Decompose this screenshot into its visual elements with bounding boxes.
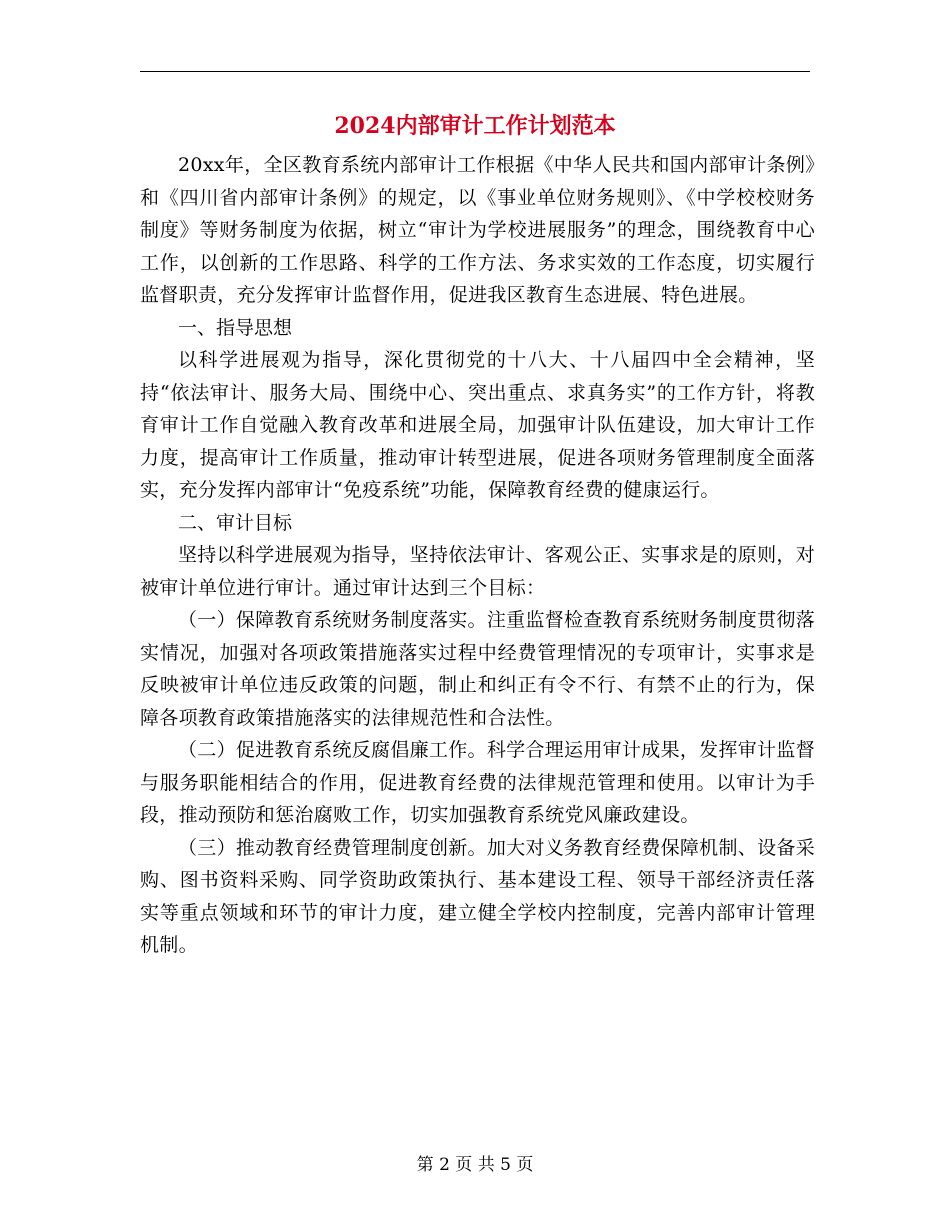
section-heading-audit-goals: 二、审计目标 bbox=[178, 511, 293, 534]
goal-three-paragraph: （三）推动教育经费管理制度创新。加大对义务教育经费保障机制、设备采购、图书资料采购、同学资助政策执行、基本建设工程、领导干部经济责任落实等重点领域和环节的审计力度，建立健全学校内控制度，完善内部审计管理机制。 bbox=[140, 836, 815, 956]
section-heading-guiding-ideology: 一、指导思想 bbox=[178, 316, 293, 339]
audit-goals-paragraph: 坚持以科学进展观为指导，坚持依法审计、客观公正、实事求是的原则，对被审计单位进行审计。通过审计达到三个目标： bbox=[140, 544, 815, 599]
goal-one-paragraph: （一）保障教育系统财务制度落实。注重监督检查教育系统财务制度贯彻落实情况，加强对各项政策措施落实过程中经费管理情况的专项审计，实事求是反映被审计单位违反政策的问题，制止和纠正有令不行、有禁不止的行为，保障各项教育政策措施落实的法律规范性和合法性。 bbox=[140, 609, 815, 729]
document-body bbox=[140, 149, 815, 962]
goal-two-paragraph: （二）促进教育系统反腐倡廉工作。科学合理运用审计成果，发挥审计监督与服务职能相结合的作用，促进教育经费的法律规范管理和使用。以审计为手段，推动预防和惩治腐败工作，切实加强教育系统党风廉政建设。 bbox=[140, 739, 815, 826]
intro-paragraph: 20xx年，全区教育系统内部审计工作根据《中华人民共和国内部审计条例》和《四川省内部审计条例》的规定，以《事业单位财务规则》、《中学校校财务制度》等财务制度为依据，树立“审计为学校进展服务”的理念，围绕教育中心工作，以创新的工作思路、科学的工作方法、务求实效的工作态度，切实履行监督职责，充分发挥审计监督作用，促进我区教育生态进展、特色进展。 bbox=[140, 154, 815, 306]
document-title: 2024内部审计工作计划范本 bbox=[334, 113, 616, 139]
guiding-ideology-paragraph: 以科学进展观为指导，深化贯彻党的十八大、十八届四中全会精神，坚持“依法审计、服务大局、围绕中心、突出重点、求真务实”的工作方针，将教育审计工作自觉融入教育改革和进展全局，加强审计队伍建设，加大审计工作力度，提高审计工作质量，推动审计转型进展，促进各项财务管理制度全面落实，充分发挥内部审计“免疫系统”功能，保障教育经费的健康运行。 bbox=[140, 349, 815, 501]
page-number-footer: 第 2 页 共 5 页 bbox=[416, 1155, 534, 1175]
header-rule bbox=[140, 71, 810, 72]
